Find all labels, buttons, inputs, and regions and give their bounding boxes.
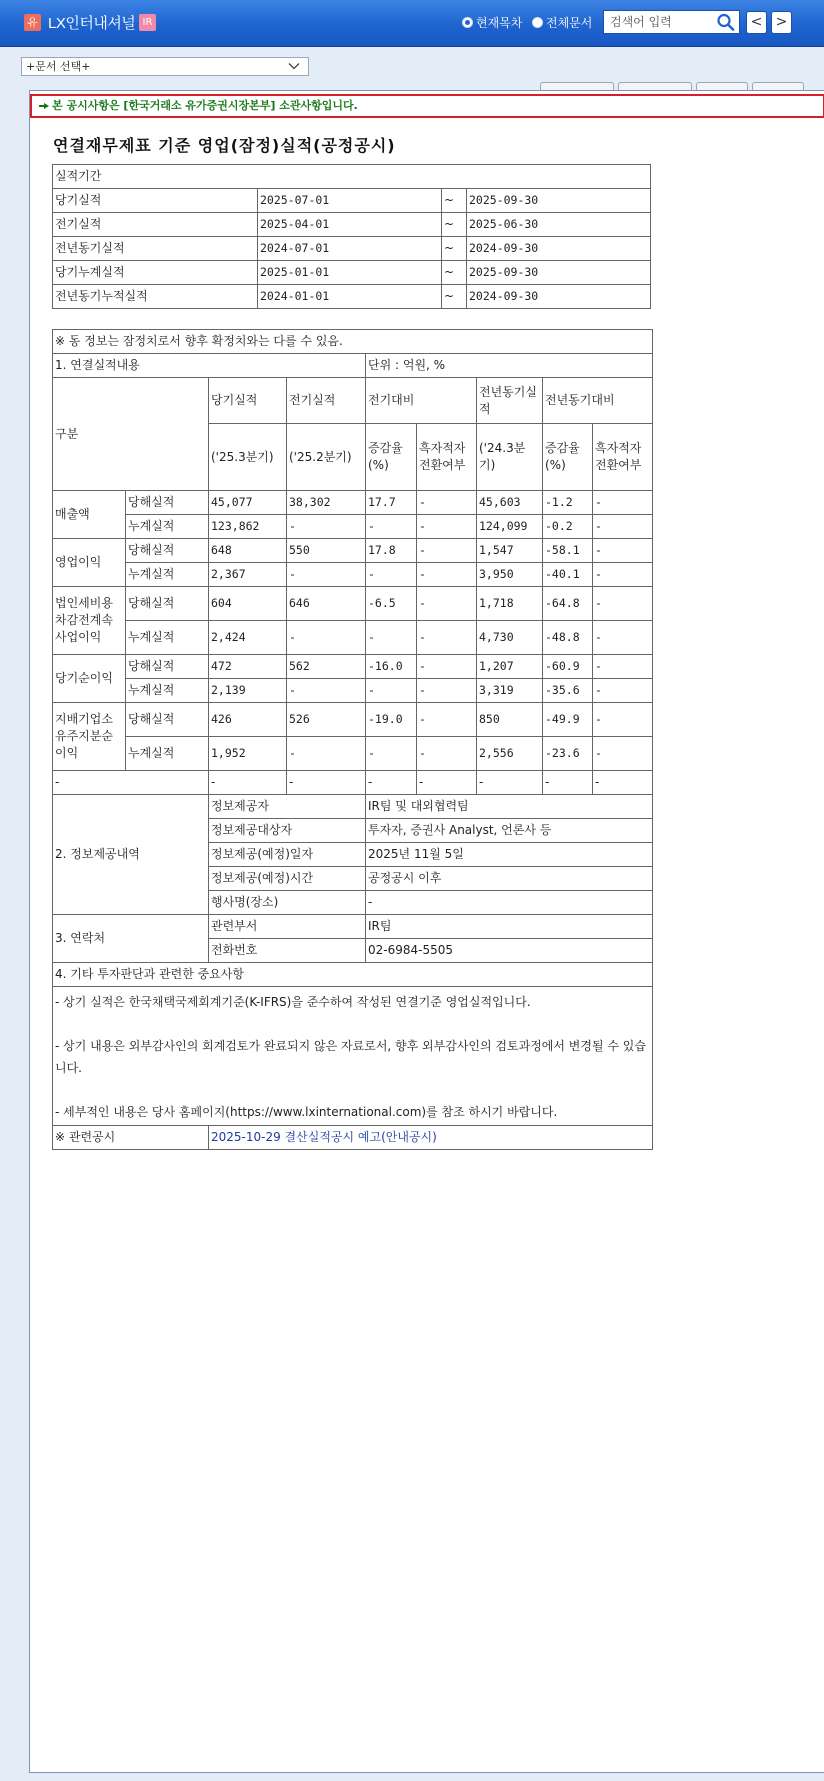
cell-prev: 562 bbox=[287, 655, 366, 679]
cell-yoy: 124,099 bbox=[477, 515, 543, 539]
table-row bbox=[53, 189, 651, 213]
cell-turn: - bbox=[417, 587, 477, 621]
cell-current: 648 bbox=[209, 539, 287, 563]
period-sep: ~ bbox=[442, 285, 467, 309]
table-row bbox=[53, 703, 653, 737]
cell-rate: -19.0 bbox=[366, 703, 417, 737]
info-label: 정보제공(예정)일자 bbox=[209, 843, 366, 867]
cell-turn: - bbox=[417, 679, 477, 703]
info-value: - bbox=[366, 891, 653, 915]
period-to: 2025-06-30 bbox=[467, 213, 651, 237]
table-row bbox=[53, 915, 653, 939]
period-to: 2025-09-30 bbox=[467, 189, 651, 213]
cell-turn: - bbox=[417, 737, 477, 771]
cell-current: 2,139 bbox=[209, 679, 287, 703]
cell-rate2: -58.1 bbox=[543, 539, 593, 563]
document-select[interactable] bbox=[21, 57, 309, 76]
dash-cell: - bbox=[287, 771, 366, 795]
dash-cell: - bbox=[543, 771, 593, 795]
header-prev-sub: ('25.2분기) bbox=[287, 424, 366, 491]
contact-label: 관련부서 bbox=[209, 915, 366, 939]
toolbar-tab[interactable] bbox=[540, 82, 614, 90]
cell-current: 45,077 bbox=[209, 491, 287, 515]
row-kind: 누계실적 bbox=[126, 563, 209, 587]
table-row bbox=[53, 1126, 653, 1150]
header-vs-yoy: 전년동기대비 bbox=[543, 378, 653, 424]
cell-turn: - bbox=[417, 515, 477, 539]
cell-turn: - bbox=[417, 563, 477, 587]
period-table-header: 실적기간 bbox=[53, 165, 651, 189]
header-yoy-sub: ('24.3분기) bbox=[477, 424, 543, 491]
cell-rate2: -40.1 bbox=[543, 563, 593, 587]
other-note-line: - 세부적인 내용은 당사 홈페이지(https://www.lxinternational.com)를 참조 하시기 바랍니다. bbox=[55, 1105, 558, 1119]
cell-turn2: - bbox=[593, 703, 653, 737]
cell-turn2: - bbox=[593, 679, 653, 703]
contact-label: 전화번호 bbox=[209, 939, 366, 963]
related-label: ※ 관련공시 bbox=[53, 1126, 209, 1150]
cell-current: 2,424 bbox=[209, 621, 287, 655]
dash-cell: - bbox=[593, 771, 653, 795]
table-row bbox=[53, 491, 653, 515]
radio-current-toc-label: 현재목차 bbox=[476, 16, 523, 30]
document-viewer bbox=[29, 90, 824, 1773]
cell-rate2: -0.2 bbox=[543, 515, 593, 539]
chevron-down-icon bbox=[288, 60, 300, 72]
document-select-value: +문서 선택+ bbox=[26, 60, 91, 73]
cell-rate2: -49.9 bbox=[543, 703, 593, 737]
table-row bbox=[53, 285, 651, 309]
cell-rate2: -60.9 bbox=[543, 655, 593, 679]
cell-turn2: - bbox=[593, 737, 653, 771]
table-row bbox=[53, 679, 653, 703]
cell-yoy: 1,547 bbox=[477, 539, 543, 563]
header-current: 당기실적 bbox=[209, 378, 287, 424]
item-name: 당기순이익 bbox=[53, 655, 126, 703]
dash-cell: - bbox=[53, 771, 209, 795]
cell-current: 604 bbox=[209, 587, 287, 621]
cell-turn2: - bbox=[593, 539, 653, 563]
cell-turn2: - bbox=[593, 655, 653, 679]
section-2-title: 2. 정보제공내역 bbox=[53, 795, 209, 915]
cell-prev: - bbox=[287, 737, 366, 771]
table-row bbox=[53, 621, 653, 655]
header-rate2: 증감율(%) bbox=[543, 424, 593, 491]
cell-turn: - bbox=[417, 539, 477, 563]
row-kind: 당해실적 bbox=[126, 539, 209, 563]
period-sep: ~ bbox=[442, 237, 467, 261]
cell-yoy: 3,950 bbox=[477, 563, 543, 587]
prev-button[interactable]: < bbox=[746, 11, 767, 34]
cell-turn: - bbox=[417, 703, 477, 737]
period-sep: ~ bbox=[442, 261, 467, 285]
cell-current: 472 bbox=[209, 655, 287, 679]
period-label: 당기실적 bbox=[53, 189, 258, 213]
dash-cell: - bbox=[477, 771, 543, 795]
radio-all-docs-dot[interactable] bbox=[532, 17, 543, 28]
cell-turn: - bbox=[417, 491, 477, 515]
cell-yoy: 1,718 bbox=[477, 587, 543, 621]
search-icon[interactable] bbox=[716, 13, 736, 31]
period-to: 2025-09-30 bbox=[467, 261, 651, 285]
other-note-line: - 상기 실적은 한국채택국제회계기준(K-IFRS)을 준수하여 작성된 연결기준 영업실적입니다. bbox=[55, 995, 531, 1009]
radio-current-toc[interactable] bbox=[462, 14, 522, 31]
cell-rate2: -64.8 bbox=[543, 587, 593, 621]
row-kind: 당해실적 bbox=[126, 703, 209, 737]
cell-turn2: - bbox=[593, 563, 653, 587]
cell-turn: - bbox=[417, 621, 477, 655]
period-sep: ~ bbox=[442, 213, 467, 237]
cell-yoy: 1,207 bbox=[477, 655, 543, 679]
table-row bbox=[53, 237, 651, 261]
radio-current-toc-dot[interactable] bbox=[462, 17, 473, 28]
table-row bbox=[53, 515, 653, 539]
header-turn: 흑자적자전환여부 bbox=[417, 424, 477, 491]
info-label: 정보제공(예정)시간 bbox=[209, 867, 366, 891]
row-kind: 당해실적 bbox=[126, 491, 209, 515]
item-name: 법인세비용차감전계속사업이익 bbox=[53, 587, 126, 655]
market-badge: 유 bbox=[24, 14, 41, 31]
notice-text: 본 공시사항은 [한국거래소 유가증권시장본부] 소관사항입니다. bbox=[52, 99, 358, 112]
cell-yoy: 4,730 bbox=[477, 621, 543, 655]
contact-value: IR팀 bbox=[366, 915, 653, 939]
table-row bbox=[53, 539, 653, 563]
header-turn2: 흑자적자전환여부 bbox=[593, 424, 653, 491]
cell-rate: - bbox=[366, 621, 417, 655]
cell-prev: - bbox=[287, 563, 366, 587]
period-label: 전기실적 bbox=[53, 213, 258, 237]
table-row bbox=[53, 563, 653, 587]
header-yoy: 전년동기실적 bbox=[477, 378, 543, 424]
results-table bbox=[52, 329, 653, 1150]
cell-current: 123,862 bbox=[209, 515, 287, 539]
cell-prev: 646 bbox=[287, 587, 366, 621]
cell-rate: - bbox=[366, 563, 417, 587]
toolbar-tab[interactable] bbox=[696, 82, 748, 90]
toolbar-tab[interactable] bbox=[618, 82, 692, 90]
ir-badge[interactable]: IR bbox=[139, 14, 156, 31]
header-prev: 전기실적 bbox=[287, 378, 366, 424]
cell-turn2: - bbox=[593, 515, 653, 539]
cell-turn: - bbox=[417, 655, 477, 679]
item-name: 매출액 bbox=[53, 491, 126, 539]
section-1-title: 1. 연결실적내용 bbox=[53, 354, 366, 378]
cell-turn2: - bbox=[593, 587, 653, 621]
table-row bbox=[53, 771, 653, 795]
info-value: 공정공시 이후 bbox=[366, 867, 653, 891]
cell-yoy: 850 bbox=[477, 703, 543, 737]
row-kind: 누계실적 bbox=[126, 679, 209, 703]
period-label: 당기누계실적 bbox=[53, 261, 258, 285]
company-name[interactable]: LX인터내셔널 bbox=[48, 15, 136, 32]
row-kind: 당해실적 bbox=[126, 655, 209, 679]
cell-rate2: -23.6 bbox=[543, 737, 593, 771]
item-name: 지배기업소유주지분순이익 bbox=[53, 703, 126, 771]
cell-yoy: 3,319 bbox=[477, 679, 543, 703]
info-label: 정보제공자 bbox=[209, 795, 366, 819]
section-3-title: 3. 연락처 bbox=[53, 915, 209, 963]
period-from: 2025-04-01 bbox=[258, 213, 442, 237]
info-value: 투자자, 증권사 Analyst, 언론사 등 bbox=[366, 819, 653, 843]
cell-yoy: 45,603 bbox=[477, 491, 543, 515]
info-label: 행사명(장소) bbox=[209, 891, 366, 915]
top-bar bbox=[0, 0, 824, 47]
page-title: 연결재무제표 기준 영업(잠정)실적(공정공시) bbox=[53, 136, 396, 155]
other-note-line: - 상기 내용은 외부감사인의 회계검토가 완료되지 않은 자료로서, 향후 외부감사인의 검토과정에서 변경될 수 있습니다. bbox=[55, 1039, 646, 1075]
item-name: 영업이익 bbox=[53, 539, 126, 587]
estimate-note: ※ 동 정보는 잠정치로서 향후 확정치와는 다를 수 있음. bbox=[53, 330, 653, 354]
row-kind: 누계실적 bbox=[126, 737, 209, 771]
cell-rate: 17.7 bbox=[366, 491, 417, 515]
period-sep: ~ bbox=[442, 189, 467, 213]
related-disclosure-link[interactable]: 2025-10-29 결산실적공시 예고(안내공시) bbox=[209, 1126, 653, 1150]
period-to: 2024-09-30 bbox=[467, 285, 651, 309]
search-box bbox=[603, 10, 740, 34]
cell-rate2: -48.8 bbox=[543, 621, 593, 655]
period-table bbox=[52, 164, 651, 309]
cell-rate: - bbox=[366, 737, 417, 771]
cell-turn2: - bbox=[593, 491, 653, 515]
cell-prev: 550 bbox=[287, 539, 366, 563]
radio-all-docs[interactable] bbox=[532, 14, 592, 31]
row-kind: 누계실적 bbox=[126, 515, 209, 539]
period-label: 전년동기실적 bbox=[53, 237, 258, 261]
info-value: IR팀 및 대외협력팀 bbox=[366, 795, 653, 819]
section-4-title: 4. 기타 투자판단과 관련한 중요사항 bbox=[53, 963, 653, 987]
jurisdiction-notice bbox=[30, 94, 824, 118]
cell-prev: 38,302 bbox=[287, 491, 366, 515]
cell-prev: - bbox=[287, 621, 366, 655]
search-input[interactable] bbox=[610, 14, 710, 30]
dash-cell: - bbox=[366, 771, 417, 795]
radio-all-docs-label: 전체문서 bbox=[546, 16, 593, 30]
next-button[interactable]: > bbox=[771, 11, 792, 34]
period-label: 전년동기누적실적 bbox=[53, 285, 258, 309]
cell-rate2: -35.6 bbox=[543, 679, 593, 703]
table-row bbox=[53, 261, 651, 285]
cell-rate: -6.5 bbox=[366, 587, 417, 621]
cell-rate: - bbox=[366, 679, 417, 703]
dash-cell: - bbox=[417, 771, 477, 795]
cell-prev: 526 bbox=[287, 703, 366, 737]
header-vs-prev: 전기대비 bbox=[366, 378, 477, 424]
unit-label: 단위 : 억원, % bbox=[366, 354, 653, 378]
toolbar-tab[interactable] bbox=[752, 82, 804, 90]
table-row bbox=[53, 213, 651, 237]
header-gubun: 구분 bbox=[53, 378, 209, 491]
period-from: 2025-01-01 bbox=[258, 261, 442, 285]
cell-rate: - bbox=[366, 515, 417, 539]
table-row bbox=[53, 587, 653, 621]
period-from: 2024-07-01 bbox=[258, 237, 442, 261]
cell-prev: - bbox=[287, 515, 366, 539]
table-row bbox=[53, 655, 653, 679]
cell-turn2: - bbox=[593, 621, 653, 655]
table-row bbox=[53, 795, 653, 819]
info-value: 2025년 11월 5일 bbox=[366, 843, 653, 867]
cell-rate2: -1.2 bbox=[543, 491, 593, 515]
row-kind: 누계실적 bbox=[126, 621, 209, 655]
header-current-sub: ('25.3분기) bbox=[209, 424, 287, 491]
cell-rate: 17.8 bbox=[366, 539, 417, 563]
cell-rate: -16.0 bbox=[366, 655, 417, 679]
cell-current: 426 bbox=[209, 703, 287, 737]
cell-current: 2,367 bbox=[209, 563, 287, 587]
cell-yoy: 2,556 bbox=[477, 737, 543, 771]
cell-current: 1,952 bbox=[209, 737, 287, 771]
other-notes bbox=[53, 987, 653, 1126]
row-kind: 당해실적 bbox=[126, 587, 209, 621]
table-row bbox=[53, 737, 653, 771]
period-from: 2025-07-01 bbox=[258, 189, 442, 213]
contact-value: 02-6984-5505 bbox=[366, 939, 653, 963]
dash-cell: - bbox=[209, 771, 287, 795]
header-rate: 증감율(%) bbox=[366, 424, 417, 491]
pointing-hand-icon bbox=[38, 101, 50, 111]
period-from: 2024-01-01 bbox=[258, 285, 442, 309]
cell-prev: - bbox=[287, 679, 366, 703]
period-to: 2024-09-30 bbox=[467, 237, 651, 261]
info-label: 정보제공대상자 bbox=[209, 819, 366, 843]
